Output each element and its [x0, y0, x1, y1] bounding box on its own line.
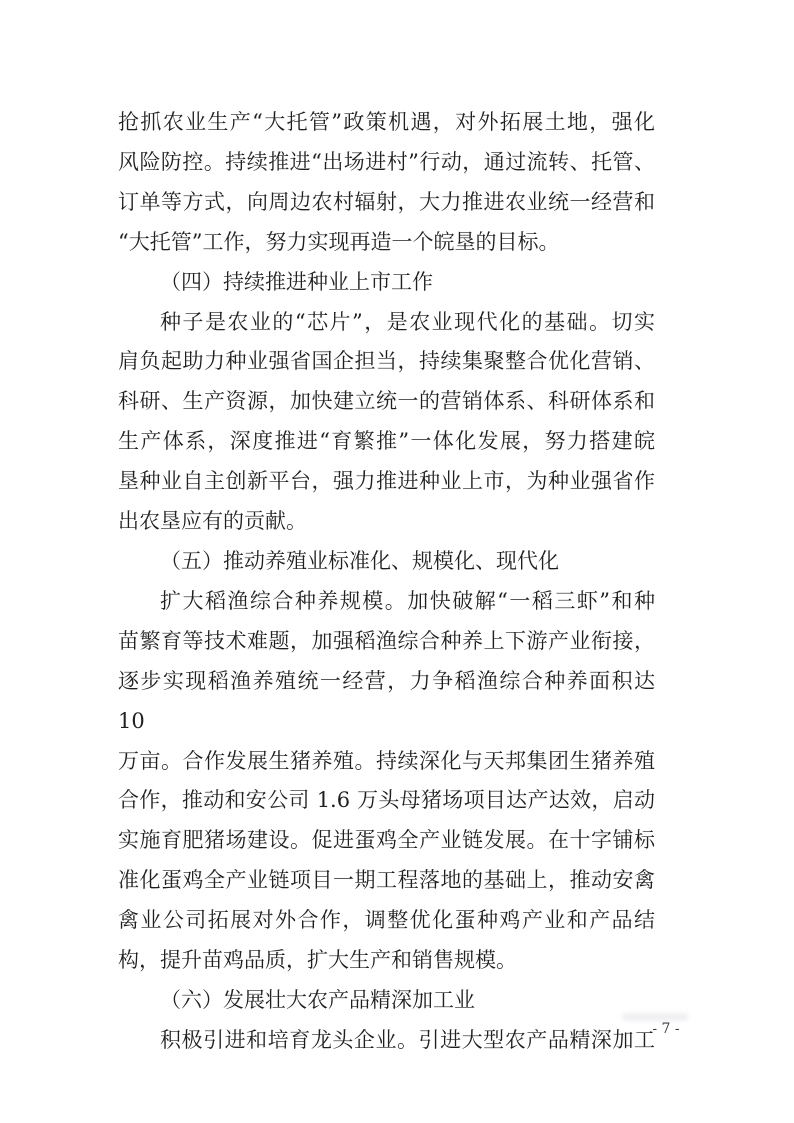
body-line: 逐步实现稻渔养殖统一经营，力争稻渔综合种养面积达 10: [118, 668, 655, 733]
body-line: 扩大稻渔综合种养规模。加快破解“一稻三虾”和种: [160, 588, 655, 613]
body-line: 实施育肥猪场建设。促进蛋鸡全产业链发展。在十字铺标: [118, 828, 655, 853]
document-body: [118, 103, 655, 1061]
body-line: 积极引进和培育龙头企业。引进大型农产品精深加工: [160, 1027, 655, 1052]
body-line: 垦种业自主创新平台，强力推进种业上市，为种业强省作: [118, 469, 655, 494]
body-line: 禽业公司拓展对外合作，调整优化蛋种鸡产业和产品结: [118, 908, 655, 933]
body-line: 构，提升苗鸡品质，扩大生产和销售规模。: [118, 948, 517, 973]
body-line: 万亩。合作发展生猪养殖。持续深化与天邦集团生猪养殖: [118, 748, 655, 773]
body-line: “大托管”工作，努力实现再造一个皖垦的目标。: [118, 229, 560, 254]
body-line: 风险防控。持续推进“出场进村”行动，通过流转、托管、: [118, 149, 655, 174]
body-line: 出农垦应有的贡献。: [118, 509, 307, 534]
body-line: 苗繁育等技术难题，加强稻渔综合种养上下游产业衔接，: [118, 628, 655, 653]
body-line: 合作，推动和安公司 1.6 万头母猪场项目达产达效，启动: [118, 788, 655, 813]
body-line: 种子是农业的“芯片”，是农业现代化的基础。切实: [160, 309, 655, 334]
section-heading: （四）持续推进种业上市工作: [160, 269, 433, 294]
body-line: 准化蛋鸡全产业链项目一期工程落地的基础上，推动安禽: [118, 868, 655, 893]
body-line: 抢抓农业生产“大托管”政策机遇，对外拓展土地，强化: [118, 110, 655, 134]
section-heading: （六）发展壮大农产品精深加工业: [160, 987, 475, 1012]
body-line: 生产体系，深度推进“育繁推”一体化发展，努力搭建皖: [118, 429, 655, 454]
body-line: 订单等方式，向周边农村辐射，大力推进农业统一经营和: [118, 189, 655, 214]
body-line: 科研、生产资源，加快建立统一的营销体系、科研体系和: [118, 389, 655, 414]
page-number: - 7 -: [652, 1021, 680, 1037]
section-heading: （五）推动养殖业标准化、规模化、现代化: [160, 548, 559, 573]
body-line: 肩负起助力种业强省国企担当，持续集聚整合优化营销、: [118, 349, 655, 374]
